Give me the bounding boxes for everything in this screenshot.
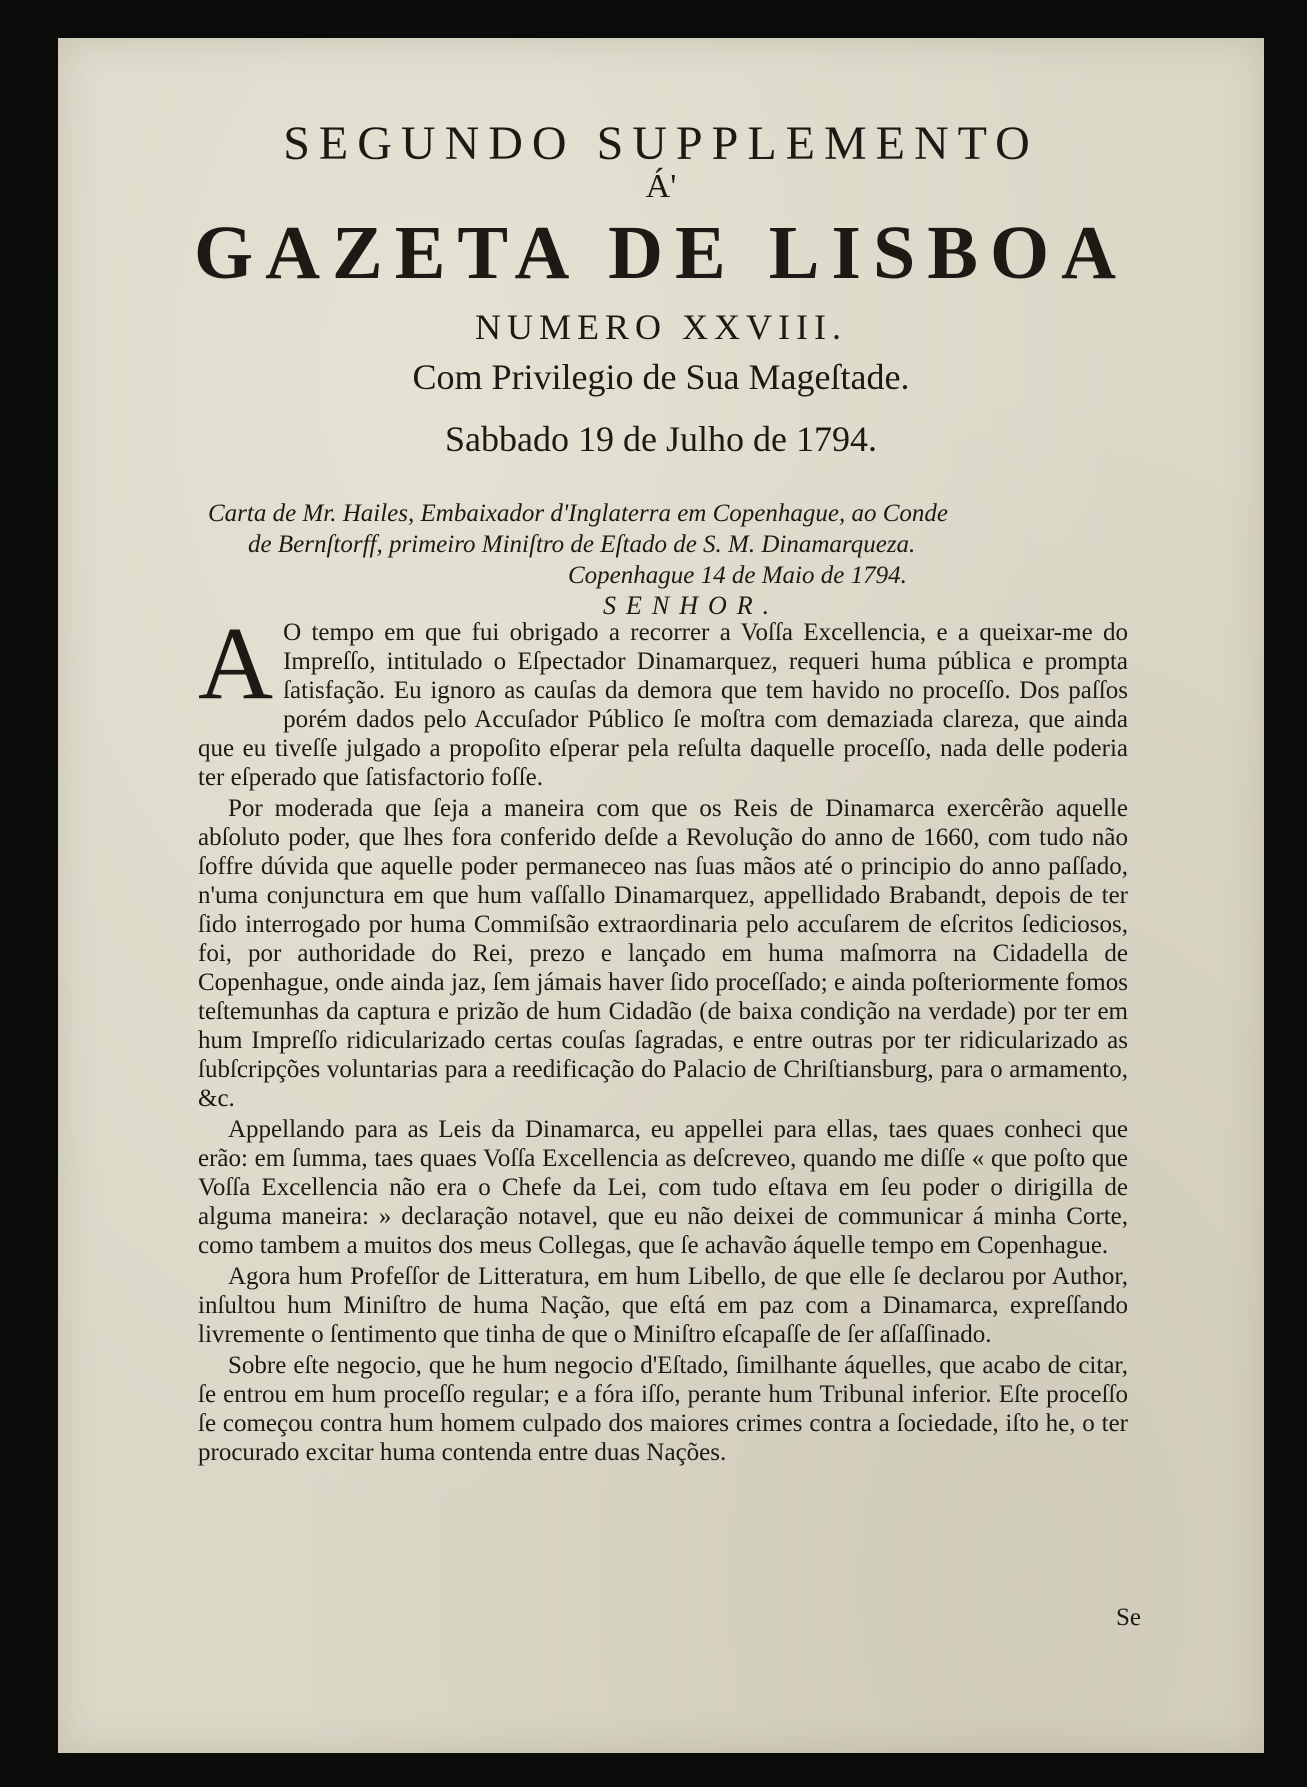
supplement-heading: SEGUNDO SUPPLEMENTO xyxy=(283,117,1039,170)
letter-salutation: SENHOR. xyxy=(603,591,780,620)
paragraph-1 xyxy=(198,606,1128,792)
paragraph-2: Por moderada que ſeja a maneira com que os Reis de Dinamarca exercêrão aquelle abſoluto poder, que lhes fora conferido deſde a Revolução do anno de 1660, com tudo não ſoffre dúvida que aquelle poder permaneceo nas ſuas mãos até o principio do anno paſſado, n'uma conjunctura em que hum vaſſallo Dinamarquez, appellidado Brabandt, depois de ter ſido interrogado por huma Commiſsão extraordinaria pelo accuſarem de eſcritos ſediciosos, foi, por authoridade do Rei, prezo e lançado em huma maſmorra na Cidadella de Copenhague, onde ainda jaz, ſem jámais haver ſido proceſſado; e ainda poſteriormente fomos teſtemunhas da captura e prizão de hum Cidadão (de baixa condição na verdade) por ter em hum Impreſſo ridicularizado certas couſas ſagradas, e entre outras por ter ridicularizado as ſubſcripções voluntarias para a reedificação do Palacio de Chriſtiansburg, para o armamento, &c. xyxy=(198,795,1128,1112)
newspaper-page xyxy=(58,38,1264,1753)
paragraph-text: O tempo em que fui obrigado a recorrer a Voſſa Excellencia, e a queixar-me do Impreſſo, intitulado o Eſpectador Dinamarquez, requeri huma pública e prompta ſatisfação. Eu ignoro as cauſas da demora que tem havido no proceſſo. Dos paſſos porém dados pelo Accuſador Público ſe moſtra com demaziada clareza, que ainda que eu tiveſſe julgado a propoſito eſperar pela reſulta daquelle proceſſo, nada delle poderia ter eſperado que ſatisfactorio foſſe. xyxy=(198,619,1128,791)
paragraph-5: Sobre eſte negocio, que he hum negocio d'Eſtado, ſimilhante áquelles, que acabo de citar, ſe entrou em hum proceſſo regular; e a fóra iſſo, perante hum Tribunal inferior. Eſte proceſſo ſe começou contra hum homem culpado dos maiores crimes contra a ſociedade, iſto he, o ter procurado excitar huma contenda entre duas Nações. xyxy=(198,1352,1128,1466)
letter-body xyxy=(198,606,1128,1469)
supplement-accent: Á' xyxy=(645,168,677,205)
paragraph-4: Agora hum Profeſſor de Litteratura, em hum Libello, de que elle ſe declarou por Author, inſultou hum Miniſtro de huma Nação, que eſtá em paz com a Dinamarca, expreſſando livremente o ſentimento que tinha de que o Miniſtro eſcapaſſe de ſer aſſaſſinado. xyxy=(198,1263,1128,1348)
gazette-title: GAZETA DE LISBOA xyxy=(194,211,1128,295)
letter-dateline: Copenhague 14 de Maio de 1794. xyxy=(568,562,907,589)
issue-number: NUMERO XXVIII. xyxy=(475,307,847,347)
letter-heading-line-1: Carta de Mr. Hailes, Embaixador d'Inglaterra em Copenhague, ao Conde xyxy=(208,500,949,527)
paragraph-3: Appellando para as Leis da Dinamarca, eu appellei para ellas, taes quaes conheci que erão: em ſumma, taes quaes Voſſa Excellencia as deſcreveo, quando me diſſe « que poſto que Voſſa Excellencia não era o Chefe da Lei, com tudo eſtava em ſeu poder o dirigilla de alguma maneira: » declaração notavel, que eu não deixei de communicar á minha Corte, como tambem a muitos dos meus Collegas, que ſe achavão áquelle tempo em Copenhague. xyxy=(198,1116,1128,1259)
issue-date: Sabbado 19 de Julho de 1794. xyxy=(445,419,877,459)
drop-cap: A xyxy=(198,606,274,721)
letter-heading-line-2: de Bernſtorff, primeiro Miniſtro de Eſtado de S. M. Dinamarqueza. xyxy=(248,531,916,558)
royal-privilege: Com Privilegio de Sua Mageſtade. xyxy=(412,357,910,397)
catchword: Se xyxy=(1116,1604,1141,1631)
